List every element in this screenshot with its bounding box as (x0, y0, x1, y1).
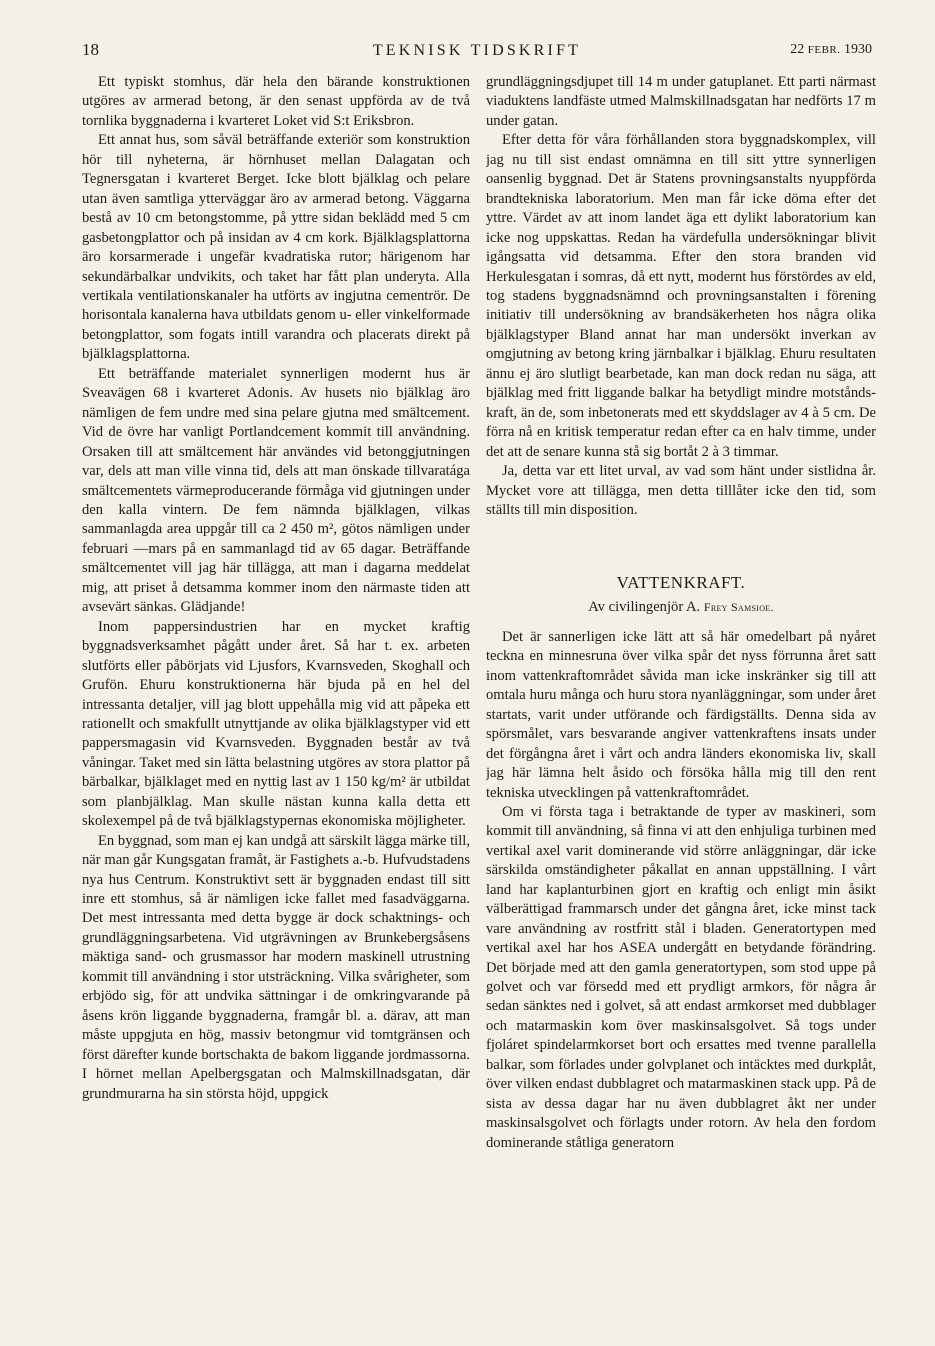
issue-date-month: FEBR. (807, 44, 841, 56)
article-heading: VATTENKRAFT. (616, 573, 746, 593)
issue-date (790, 42, 872, 58)
paragraph: Om vi första taga i betraktande de typer av maskineri, som kommit till användning, så finna vi att den enhjuliga turbinen med vertikal axel varit dominerande vid större anläggningar, där icke särskilda omständigheter påkallat en annan uppställning. I vårt land har kaplanturbinen gjort en kraftig och enligt min åsikt välberättigad frammarsch under det gångna året, icke minst tack vare användning av rostfritt stål i bladen. Generatortypen med vertikal axel har hos ASEA undergått en betydande förändring. Det började med att den gamla generatortypen, som stod uppe på golvet och var försedd med ett prydligt armkors, för några år sedan sänktes ned i golvet, så att endast armkorset med dubblager och matarmaskin kom över maskinsalsgolvet. Så togs under fjoláret spindelarmkorset bort och ersattes med tvenne parallella balkar, som förlades under golvplanet och intäcktes med durkplåt, över vilken endast dubblagret och matarmaskinen stack upp. På de sista av dessa dagar har nu även dubblagret åkt ner under maskinsalsgolvet och förlagts under rotorn. Av hela den fordom dominerande ståtliga generatorn (486, 803, 876, 1151)
paragraph: Ett beträffande materialet synnerligen modernt hus är Sveavägen 68 i kvarteret Adonis. Av husets nio bjälklag äro nämligen de fem undre med sina pelare gjutna med smältcement. Vid de övre har vanligt Portlandcement kommit till användning. Orsaken till att smältcement här användes vid betonggjutningen var, dels att man ville vinna tid, dels att man önskade tillvaratága smältcementets värmeproducerande förmåga vid gjutningen under den kalla vintern. De fem nämnda bjälklagen, vilkas sammanlagda area uppgår till ca 2 450 m², götos nämligen under februari —mars på en sammanlagd tid av 65 dagar. Beträffande smältcementet vill jag här tillägga, att man i dagarna meddelat mig, att priset å detsamma kommer inom den närmaste tiden att avsevärt sänkas. Glädjande! (82, 365, 470, 616)
right-column (486, 73, 876, 1268)
article-byline (486, 598, 876, 617)
byline-author: Frey Samsioe. (703, 600, 774, 615)
paragraph: Ja, detta var ett litet urval, av vad som hänt under sistlidna år. Mycket vore att tillägga, men detta tilllåter icke den tid, som ställts till min disposition. (486, 463, 876, 518)
paragraph: Det är sannerligen icke lätt att så här omedelbart på nyåret teckna en minnesruna över vilka spår det nyss förrunna året satt inom vattenkraftområdet såvida man icke inskränker sig till att omtala huru många och huru stora nyanläggningar, som under året startats, varit under utförande och färdigställts. Denna sida av spörsmålet, vars besvarande angiver vattenkraftens insats under det förgångna året i vårt och andra länders ekonomiska liv, skall jag här lämna helt åsido och försöka hålla mig till den rent tekniska utvecklingen på vattenkraftområdet. (486, 628, 876, 801)
issue-date-day: 22 (790, 42, 805, 57)
paragraph: grundläggningsdjupet till 14 m under gatuplanet. Ett parti närmast viaduktens landfäste utmed Malmskillnadsgatan har nedförts 17 m under gatan. (486, 74, 876, 129)
paragraph: Efter detta för våra förhållanden stora byggnadskomplex, vill jag nu till sist endast omnämna en till sitt yttre synnerligen oansenlig byggnad. Det är Statens provningsanstalts nyuppförda brandtekniska laboratorium. Men man får icke döma efter det yttre. Värdet av att inom landet äga ett dylikt laboratorium kan icke nog uppskattas. Redan ha värdefulla undersökningar blivit igångsatta vid detsamma. Efter den stora branden vid Herkulesgatan i somras, då ett nytt, modernt hus förstördes av eld, tog stadens byggnadsnämnd och provningsanstalten i förening initiativ till undersökning av brandsäkerheten hos några olika bjälklagstyper Bland annat har man undersökt inverkan av omgjutning av betong kring järnbalkar i bjälklag. Ehuru resultaten ännu ej äro slutligt bearbetade, kan man dock redan nu säga, att bjälklag med fritt liggande balkar ha betydligt mindre motståndskraft, än de, som inbetonerats med ett skyddslager av 4 à 5 cm. De förra nå en kritisk temperatur redan efter ca en halv timme, under det att de senare kunna stå sig bortåt 2 à 3 timmar. (486, 132, 876, 460)
paragraph: Ett typiskt stomhus, där hela den bärande konstruktionen utgöres av armerad betong, är den senast uppförda av de två tornlika byggnaderna i kvarteret Loket vid S:t Eriksbron. (82, 74, 470, 129)
issue-date-year: 1930 (844, 42, 872, 57)
paragraph: Ett annat hus, som såväl beträffande exteriör som konstruktion hör till nyheterna, är hörnhuset mellan Dalagatan och Tegnersgatan i kvarteret Berget. Icke blott bjälklag och pelare utan även samtliga ytterväggar äro av armerad betong. Väggarna bestå av 10 cm betongstomme, på yttre sidan beklädd med 5 cm gasbetongplattor och på insidan av 4 cm kork. Bjälklagsplattorna äro korsarmerade i ungefär kvadratiska rutor; härigenom har sekundärbalkar undvikits, och taket har fått plan underyta. Alla vertikala ventilationskanaler ha utförts av ingjutna cementrör. De horisontala kanalerna hava utbildats genom u- eller vinkelformade betongplattor, som fogats intill varandra och placerats direkt på bjälklagsplattorna. (82, 132, 470, 363)
byline-prefix: Av civilingenjör A. (588, 599, 701, 616)
paragraph: Inom pappersindustrien har en mycket kraftig byggnadsverksamhet pågått under året. Så har t. ex. arbeten slutförts eller påbörjats vid Ljusfors, Kvarnsveden, Skoghall och Grufön. Ehuru konstruktionerna här bjuda på en hel del intressanta detaljer, vill jag blott uppehålla mig vid att påpeka ett rationellt och smakfullt utnyttjande av olika bjälklagstyper vid ett pappersmagasin vid Kvarnsveden. Byggnaden består av två våningar. Taket med sin lätta belastning utgöres av stora plattor på bärbalkar, bjälklaget med en nyttig last av 1 150 kg/m² är utbildat som planbjälklag. Man skulle nästan kunna kalla detta ett skolexempel på de två bjälklagstypernas ekonomiska möjligheter. (82, 618, 470, 830)
page-number: 18 (82, 40, 99, 59)
paragraph: En byggnad, som man ej kan undgå att särskilt lägga märke till, när man går Kungsgatan framåt, är Fastighets a.-b. Hufvudstadens nya hus Centrum. Konstruktivt sett är byggnaden endast till sitt inre ett stomhus, så är nämligen icke fallet med fasadväggarna. Det mest intressanta med detta bygge är dock schaktnings- och grundläggningsarbetena. Vid utgrävningen av Brunkebergsåsens mäktiga sand- och grusmassor har modern maskinell utrustning kommit till användning i stor utsträckning. Vilka svårigheter, som erbjödo sig, för att undvika sättningar i de omkringvarande på åsens krön liggande byggnaderna, framgår bl. a. därav, att man måste uppgjuta en hög, massiv betongmur vid tomtgränsen och först därefter kunde bortschakta de bakom liggande jordmassorna. I hörnet mellan Apelbergsgatan och Malmskillnadsgatan, där grundmurarna ha sin största höjd, uppgick (82, 832, 470, 1102)
journal-title: TEKNISK TIDSKRIFT (372, 42, 582, 59)
page-header (82, 40, 872, 64)
left-column (82, 73, 470, 1268)
